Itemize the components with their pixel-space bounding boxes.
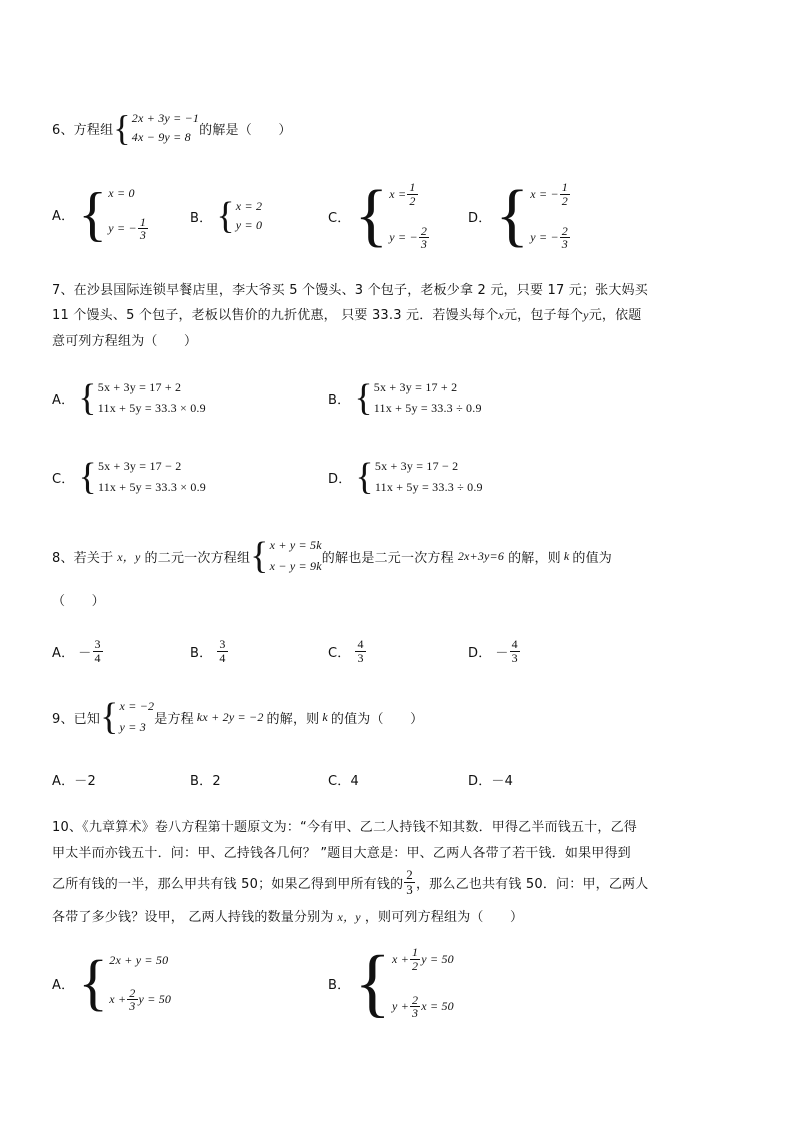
q9-option-a[interactable]: A．－2 xyxy=(52,774,96,789)
brace-icon: { xyxy=(250,535,269,577)
option-letter: B． xyxy=(328,392,351,408)
option-letter: D． xyxy=(468,210,492,226)
option-letter: A． xyxy=(52,392,75,408)
q6-stem xyxy=(52,110,292,146)
q8-blank: （ ） xyxy=(52,594,105,609)
option-letter: C． xyxy=(328,645,351,661)
q10-option-b[interactable]: B． { x + $\frac{1}{2}$ y = 50 y + $\frac{2}{3}$ x = 50 xyxy=(328,941,454,1025)
option-letter: B． xyxy=(190,645,213,661)
q7-option-c[interactable]: C． { 5x + 3y = 17 − 2 11x + 5y = 33.3 × 0.9 xyxy=(52,456,206,498)
q6-option-c[interactable]: C． { x = $\frac{1}{2}$ y = − $\frac{2}{3}$ xyxy=(328,177,428,254)
brace-icon: { xyxy=(216,195,235,237)
q7-option-b[interactable]: B． { 5x + 3y = 17 + 2 11x + 5y = 33.3 ÷ 0.9 xyxy=(328,377,482,419)
q6-system xyxy=(113,110,199,146)
option-letter: A． xyxy=(52,208,75,224)
q9-stem: 9、已知 { x = −2 y = 3 是方程 kx + 2y = −2 的解，则 k 的值为（ ） xyxy=(52,696,424,738)
q6-option-a[interactable]: A． { x = 0 y = − $\frac{1}{3}$ xyxy=(52,181,147,247)
q8-stem: 8、若关于 x，y 的二元一次方程组 { x + y = 5k x − y = 9k 的解也是二元一次方程 2x+3y=6 的解，则 k 的值为 xyxy=(52,535,613,577)
option-letter: B． xyxy=(328,977,351,993)
q8-option-d[interactable]: D． － $\frac{4}{3}$ xyxy=(468,636,518,665)
brace-icon: { xyxy=(100,696,119,738)
q8-option-b[interactable]: B． $\frac{3}{4}$ xyxy=(190,636,226,665)
option-letter: A． xyxy=(52,977,75,993)
q10-option-a[interactable]: A． { 2x + y = 50 x + $\frac{2}{3}$ y = 50 xyxy=(52,949,172,1017)
q9-option-b[interactable]: B．2 xyxy=(190,774,221,789)
option-letter: C． xyxy=(328,210,351,226)
q7-line1: 7、在沙县国际连锁早餐店里，李大爷买 5 个馒头、3 个包子，老板少拿 2 元，只要 17 元；张大妈买 xyxy=(52,283,648,298)
brace-icon: { xyxy=(113,108,131,148)
q10-line3: 乙所有钱的一半，那么甲共有钱 50；如果乙得到甲所有钱的 $\frac{2}{3}$ ，那么乙也共有钱 50．问：甲，乙两人 xyxy=(52,866,649,897)
q7-line2: 11 个馒头、5 个包子，老板以售价的九折优惠， 只要 33.3 元．若馒头每个x元，包子每个y元，依题 xyxy=(52,308,642,323)
brace-icon: { xyxy=(354,941,392,1025)
option-letter: B． xyxy=(190,210,213,226)
q6-prefix: 6、方程组 xyxy=(52,122,114,138)
option-letter: D． xyxy=(328,471,352,487)
option-letter: D． xyxy=(468,645,492,661)
brace-icon: { xyxy=(78,456,97,498)
q10-line4: 各带了多少钱？设甲， 乙两人持钱的数量分别为 x，y ，则可列方程组为（ ） xyxy=(52,910,524,925)
q10-line1: 10、《九章算术》卷八方程第十题原文为：“今有甲、乙二人持钱不知其数．甲得乙半而钱五十，乙得 xyxy=(52,820,637,835)
q8-option-a[interactable]: A． － $\frac{3}{4}$ xyxy=(52,636,101,665)
q9-option-d[interactable]: D．－4 xyxy=(468,774,514,789)
q7-option-d[interactable]: D． { 5x + 3y = 17 − 2 11x + 5y = 33.3 ÷ 0.9 xyxy=(328,456,483,498)
brace-icon: { xyxy=(355,456,374,498)
q8-option-c[interactable]: C． $\frac{4}{3}$ xyxy=(328,636,364,665)
brace-icon: { xyxy=(78,181,108,247)
brace-icon: { xyxy=(78,377,97,419)
option-letter: A． xyxy=(52,645,75,661)
option-letter: C． xyxy=(52,471,75,487)
q6-option-d[interactable]: D． { x = − $\frac{1}{2}$ y = − $\frac{2}{3}$ xyxy=(468,177,568,254)
q6-eq2: 4x − 9y = 8 xyxy=(131,130,191,144)
q7-option-a[interactable]: A． { 5x + 3y = 17 + 2 11x + 5y = 33.3 × 0.9 xyxy=(52,377,206,419)
brace-icon: { xyxy=(354,377,373,419)
q7-line3: 意可列方程组为（ ） xyxy=(52,334,198,349)
q6-option-b[interactable]: B． { x = 2 y = 0 xyxy=(190,195,263,237)
q9-option-c[interactable]: C．4 xyxy=(328,774,359,789)
q10-line2: 甲太半而亦钱五十．问：甲、乙持钱各几何？ ”题目大意是：甲、乙两人各带了若干钱．如果甲得到 xyxy=(52,846,631,861)
brace-icon: { xyxy=(495,177,530,254)
q6-eq1: 2x + 3y = −1 xyxy=(131,111,200,125)
brace-icon: { xyxy=(78,949,109,1017)
brace-icon: { xyxy=(354,177,389,254)
q6-suffix: 的解是（ ） xyxy=(199,122,292,138)
